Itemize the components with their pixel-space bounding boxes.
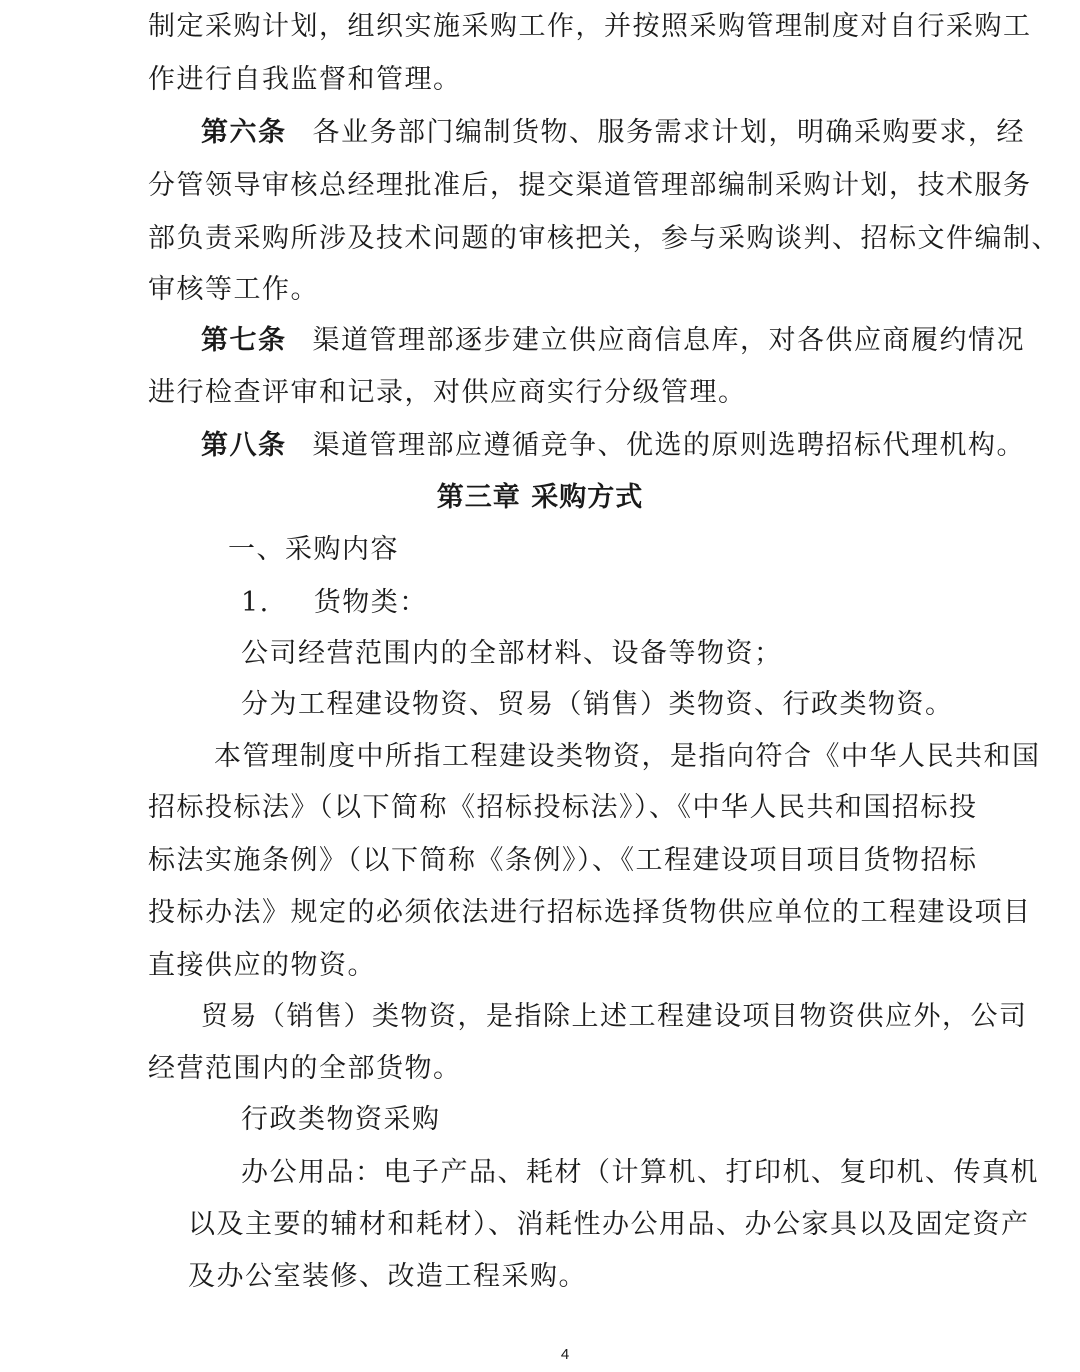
- article8-label: 第八条: [201, 430, 287, 461]
- article6-label: 第六条: [201, 117, 287, 148]
- goods-item-heading: [241, 586, 428, 620]
- section-title: 一、采购内容: [228, 534, 399, 565]
- construction-def-line-5: 直接供应的物资。: [148, 950, 376, 981]
- trade-def-line-1: 贸易（销售）类物资，是指除上述工程建设项目物资供应外，公司: [201, 1001, 1028, 1032]
- article6-line-2: 分管领导审核总经理批准后，提交渠道管理部编制采购计划，技术服务: [148, 170, 1032, 201]
- article7-line-2: 进行检查评审和记录，对供应商实行分级管理。: [148, 377, 747, 408]
- goods-item-title: 货物类：: [313, 587, 428, 618]
- article7-label: 第七条: [201, 325, 287, 356]
- admin-line-3: 及办公室装修、改造工程采购。: [188, 1261, 587, 1292]
- construction-def-line-1: 本管理制度中所指工程建设类物资，是指向符合《中华人民共和国: [214, 741, 1041, 772]
- chapter-heading: 第三章 采购方式: [436, 482, 644, 513]
- article6-line-4: 审核等工作。: [148, 274, 319, 305]
- construction-def-line-4: 投标办法》规定的必须依法进行招标选择货物供应单位的工程建设项目: [148, 897, 1032, 928]
- trade-def-line-2: 经营范围内的全部货物。: [148, 1053, 462, 1084]
- article5-line-2: 作进行自我监督和管理。: [148, 64, 462, 95]
- goods-categories: 分为工程建设物资、贸易（销售）类物资、行政类物资。: [241, 689, 954, 720]
- article8-text-1: 渠道管理部应遵循竞争、优选的原则选聘招标代理机构。: [312, 430, 1025, 461]
- article7-text-1: 渠道管理部逐步建立供应商信息库，对各供应商履约情况: [312, 325, 1025, 356]
- article8-line-1: [201, 429, 1025, 463]
- construction-def-line-3: 标法实施条例》（以下简称《条例》）、《工程建设项目项目货物招标: [148, 845, 978, 876]
- page-number: 4: [560, 1346, 570, 1363]
- article7-line-1: [201, 324, 1025, 358]
- construction-def-line-2: 招标投标法》（以下简称《招标投标法》）、《中华人民共和国招标投: [148, 792, 978, 823]
- article6-line-3: 部负责采购所涉及技术问题的审核把关，参与采购谈判、招标文件编制、: [148, 223, 1060, 254]
- article6-text-1: 各业务部门编制货物、服务需求计划，明确采购要求，经: [312, 117, 1025, 148]
- article6-line-1: [201, 116, 1025, 150]
- article5-line-1: 制定采购计划，组织实施采购工作，并按照采购管理制度对自行采购工: [148, 11, 1032, 42]
- admin-line-2: 以及主要的辅材和耗材）、消耗性办公用品、办公家具以及固定资产: [188, 1209, 1030, 1240]
- goods-item-number: 1.: [241, 587, 270, 618]
- goods-scope: 公司经营范围内的全部材料、设备等物资；: [241, 638, 783, 669]
- admin-title: 行政类物资采购: [241, 1104, 441, 1135]
- admin-line-1: 办公用品：电子产品、耗材（计算机、打印机、复印机、传真机: [241, 1157, 1039, 1188]
